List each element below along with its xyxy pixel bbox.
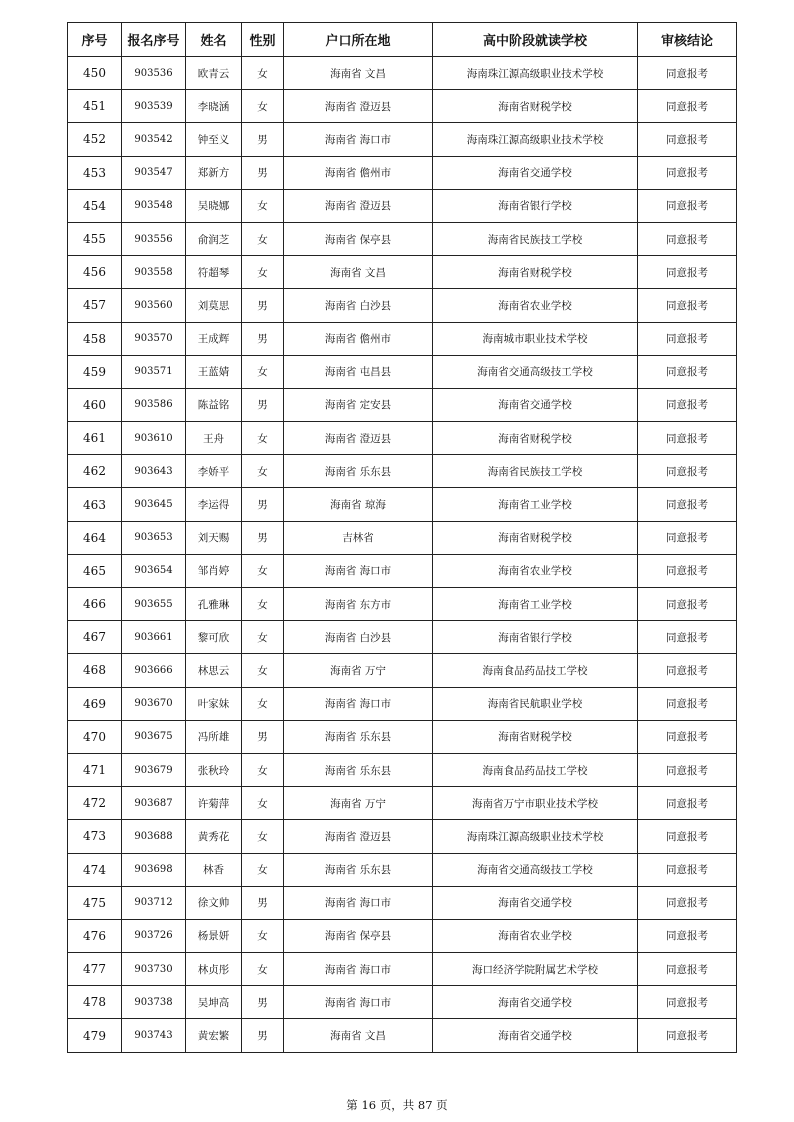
gender-cell: 女 (242, 189, 284, 222)
name-cell: 符超琴 (186, 256, 242, 289)
conclusion-cell: 同意报考 (638, 521, 737, 554)
reg-no-cell: 903712 (122, 886, 186, 919)
name-cell: 王舟 (186, 422, 242, 455)
reg-no-cell: 903645 (122, 488, 186, 521)
conclusion-cell: 同意报考 (638, 588, 737, 621)
table-row (68, 588, 737, 621)
school-cell: 海南省财税学校 (433, 422, 638, 455)
school-cell: 海南省财税学校 (433, 720, 638, 753)
residence-cell: 海南省 文昌 (284, 1019, 433, 1052)
header-residence: 户口所在地 (284, 23, 433, 57)
gender-cell: 女 (242, 256, 284, 289)
conclusion-cell: 同意报考 (638, 919, 737, 952)
gender-cell: 女 (242, 57, 284, 90)
applicant-table (67, 22, 737, 1053)
reg-no-cell: 903610 (122, 422, 186, 455)
reg-no-cell: 903556 (122, 222, 186, 255)
school-cell: 海南省民航职业学校 (433, 687, 638, 720)
gender-cell: 男 (242, 720, 284, 753)
gender-cell: 男 (242, 488, 284, 521)
table-row (68, 388, 737, 421)
header-seq: 序号 (68, 23, 122, 57)
conclusion-cell: 同意报考 (638, 322, 737, 355)
residence-cell: 吉林省 (284, 521, 433, 554)
seq-cell: 456 (68, 256, 122, 289)
name-cell: 张秋玲 (186, 753, 242, 786)
school-cell: 海南省交通学校 (433, 986, 638, 1019)
conclusion-cell: 同意报考 (638, 422, 737, 455)
gender-cell: 男 (242, 123, 284, 156)
seq-cell: 457 (68, 289, 122, 322)
gender-cell: 女 (242, 820, 284, 853)
table-row (68, 953, 737, 986)
table-row (68, 289, 737, 322)
seq-cell: 452 (68, 123, 122, 156)
gender-cell: 男 (242, 388, 284, 421)
residence-cell: 海南省 保亭县 (284, 222, 433, 255)
name-cell: 孔雅琳 (186, 588, 242, 621)
gender-cell: 男 (242, 156, 284, 189)
reg-no-cell: 903655 (122, 588, 186, 621)
seq-cell: 475 (68, 886, 122, 919)
name-cell: 刘天赐 (186, 521, 242, 554)
seq-cell: 459 (68, 355, 122, 388)
residence-cell: 海南省 儋州市 (284, 322, 433, 355)
name-cell: 林贞彤 (186, 953, 242, 986)
name-cell: 林思云 (186, 654, 242, 687)
reg-no-cell: 903571 (122, 355, 186, 388)
table-row (68, 1019, 737, 1052)
school-cell: 海南省农业学校 (433, 289, 638, 322)
reg-no-cell: 903687 (122, 787, 186, 820)
table-row (68, 654, 737, 687)
reg-no-cell: 903653 (122, 521, 186, 554)
seq-cell: 458 (68, 322, 122, 355)
name-cell: 叶家妹 (186, 687, 242, 720)
school-cell: 海南省财税学校 (433, 256, 638, 289)
residence-cell: 海南省 海口市 (284, 123, 433, 156)
gender-cell: 男 (242, 322, 284, 355)
table-row (68, 156, 737, 189)
gender-cell: 女 (242, 222, 284, 255)
name-cell: 吴晓娜 (186, 189, 242, 222)
school-cell: 海南珠江源高级职业技术学校 (433, 820, 638, 853)
residence-cell: 海南省 乐东县 (284, 853, 433, 886)
school-cell: 海南省财税学校 (433, 521, 638, 554)
school-cell: 海南省交通学校 (433, 886, 638, 919)
table-header-row (68, 23, 737, 57)
school-cell: 海南省民族技工学校 (433, 455, 638, 488)
gender-cell: 男 (242, 886, 284, 919)
gender-cell: 女 (242, 455, 284, 488)
conclusion-cell: 同意报考 (638, 820, 737, 853)
gender-cell: 男 (242, 289, 284, 322)
table-row (68, 687, 737, 720)
residence-cell: 海南省 乐东县 (284, 753, 433, 786)
table-row (68, 554, 737, 587)
conclusion-cell: 同意报考 (638, 90, 737, 123)
residence-cell: 海南省 海口市 (284, 554, 433, 587)
conclusion-cell: 同意报考 (638, 753, 737, 786)
table-body (68, 57, 737, 1053)
residence-cell: 海南省 白沙县 (284, 289, 433, 322)
residence-cell: 海南省 澄迈县 (284, 820, 433, 853)
name-cell: 邹肖婷 (186, 554, 242, 587)
reg-no-cell: 903688 (122, 820, 186, 853)
school-cell: 海南省交通学校 (433, 1019, 638, 1052)
reg-no-cell: 903539 (122, 90, 186, 123)
conclusion-cell: 同意报考 (638, 57, 737, 90)
name-cell: 徐文帅 (186, 886, 242, 919)
residence-cell: 海南省 乐东县 (284, 455, 433, 488)
residence-cell: 海南省 琼海 (284, 488, 433, 521)
seq-cell: 469 (68, 687, 122, 720)
table-row (68, 355, 737, 388)
table-row (68, 90, 737, 123)
name-cell: 刘莫思 (186, 289, 242, 322)
gender-cell: 女 (242, 753, 284, 786)
gender-cell: 男 (242, 1019, 284, 1052)
table-row (68, 322, 737, 355)
page-number: 第 16 页，共 87 页 (346, 1098, 448, 1112)
conclusion-cell: 同意报考 (638, 687, 737, 720)
conclusion-cell: 同意报考 (638, 720, 737, 753)
table-row (68, 455, 737, 488)
conclusion-cell: 同意报考 (638, 488, 737, 521)
residence-cell: 海南省 万宁 (284, 787, 433, 820)
school-cell: 海南省农业学校 (433, 554, 638, 587)
name-cell: 王蓝婧 (186, 355, 242, 388)
name-cell: 陈益铭 (186, 388, 242, 421)
conclusion-cell: 同意报考 (638, 886, 737, 919)
name-cell: 杨景妍 (186, 919, 242, 952)
residence-cell: 海南省 文昌 (284, 256, 433, 289)
seq-cell: 467 (68, 621, 122, 654)
name-cell: 李娇平 (186, 455, 242, 488)
reg-no-cell: 903738 (122, 986, 186, 1019)
residence-cell: 海南省 海口市 (284, 886, 433, 919)
table-row (68, 753, 737, 786)
conclusion-cell: 同意报考 (638, 355, 737, 388)
name-cell: 冯所雄 (186, 720, 242, 753)
residence-cell: 海南省 儋州市 (284, 156, 433, 189)
table-row (68, 222, 737, 255)
school-cell: 海南省农业学校 (433, 919, 638, 952)
residence-cell: 海南省 东方市 (284, 588, 433, 621)
gender-cell: 女 (242, 787, 284, 820)
residence-cell: 海南省 乐东县 (284, 720, 433, 753)
seq-cell: 476 (68, 919, 122, 952)
name-cell: 黄秀花 (186, 820, 242, 853)
residence-cell: 海南省 澄迈县 (284, 422, 433, 455)
seq-cell: 455 (68, 222, 122, 255)
reg-no-cell: 903726 (122, 919, 186, 952)
school-cell: 海南珠江源高级职业技术学校 (433, 57, 638, 90)
reg-no-cell: 903666 (122, 654, 186, 687)
conclusion-cell: 同意报考 (638, 455, 737, 488)
school-cell: 海南珠江源高级职业技术学校 (433, 123, 638, 156)
reg-no-cell: 903743 (122, 1019, 186, 1052)
gender-cell: 女 (242, 588, 284, 621)
school-cell: 海南食品药品技工学校 (433, 753, 638, 786)
school-cell: 海南省银行学校 (433, 189, 638, 222)
gender-cell: 女 (242, 953, 284, 986)
table-row (68, 886, 737, 919)
header-name: 姓名 (186, 23, 242, 57)
name-cell: 黄宏繁 (186, 1019, 242, 1052)
school-cell: 海南省工业学校 (433, 488, 638, 521)
table-row (68, 919, 737, 952)
name-cell: 郑新方 (186, 156, 242, 189)
name-cell: 许菊萍 (186, 787, 242, 820)
residence-cell: 海南省 海口市 (284, 953, 433, 986)
name-cell: 俞润芝 (186, 222, 242, 255)
conclusion-cell: 同意报考 (638, 222, 737, 255)
seq-cell: 477 (68, 953, 122, 986)
header-school: 高中阶段就读学校 (433, 23, 638, 57)
table-row (68, 521, 737, 554)
conclusion-cell: 同意报考 (638, 123, 737, 156)
conclusion-cell: 同意报考 (638, 853, 737, 886)
reg-no-cell: 903558 (122, 256, 186, 289)
reg-no-cell: 903586 (122, 388, 186, 421)
reg-no-cell: 903670 (122, 687, 186, 720)
seq-cell: 450 (68, 57, 122, 90)
reg-no-cell: 903654 (122, 554, 186, 587)
seq-cell: 468 (68, 654, 122, 687)
residence-cell: 海南省 白沙县 (284, 621, 433, 654)
conclusion-cell: 同意报考 (638, 554, 737, 587)
reg-no-cell: 903542 (122, 123, 186, 156)
conclusion-cell: 同意报考 (638, 156, 737, 189)
conclusion-cell: 同意报考 (638, 388, 737, 421)
school-cell: 海南省民族技工学校 (433, 222, 638, 255)
gender-cell: 女 (242, 355, 284, 388)
table-row (68, 488, 737, 521)
name-cell: 黎可欣 (186, 621, 242, 654)
reg-no-cell: 903548 (122, 189, 186, 222)
school-cell: 海口经济学院附属艺术学校 (433, 953, 638, 986)
reg-no-cell: 903547 (122, 156, 186, 189)
school-cell: 海南省银行学校 (433, 621, 638, 654)
seq-cell: 479 (68, 1019, 122, 1052)
seq-cell: 466 (68, 588, 122, 621)
conclusion-cell: 同意报考 (638, 621, 737, 654)
seq-cell: 462 (68, 455, 122, 488)
table-row (68, 256, 737, 289)
table-row (68, 853, 737, 886)
header-conclusion: 审核结论 (638, 23, 737, 57)
school-cell: 海南省交通学校 (433, 388, 638, 421)
gender-cell: 女 (242, 654, 284, 687)
seq-cell: 451 (68, 90, 122, 123)
table-row (68, 57, 737, 90)
reg-no-cell: 903679 (122, 753, 186, 786)
seq-cell: 472 (68, 787, 122, 820)
table-row (68, 820, 737, 853)
residence-cell: 海南省 澄迈县 (284, 189, 433, 222)
seq-cell: 464 (68, 521, 122, 554)
reg-no-cell: 903698 (122, 853, 186, 886)
table-row (68, 422, 737, 455)
table-row (68, 189, 737, 222)
gender-cell: 女 (242, 621, 284, 654)
gender-cell: 女 (242, 919, 284, 952)
residence-cell: 海南省 定安县 (284, 388, 433, 421)
name-cell: 吴坤高 (186, 986, 242, 1019)
name-cell: 李运得 (186, 488, 242, 521)
seq-cell: 473 (68, 820, 122, 853)
seq-cell: 474 (68, 853, 122, 886)
seq-cell: 471 (68, 753, 122, 786)
conclusion-cell: 同意报考 (638, 787, 737, 820)
table-row (68, 720, 737, 753)
reg-no-cell: 903536 (122, 57, 186, 90)
residence-cell: 海南省 屯昌县 (284, 355, 433, 388)
school-cell: 海南省交通高级技工学校 (433, 355, 638, 388)
conclusion-cell: 同意报考 (638, 986, 737, 1019)
conclusion-cell: 同意报考 (638, 1019, 737, 1052)
conclusion-cell: 同意报考 (638, 289, 737, 322)
reg-no-cell: 903661 (122, 621, 186, 654)
residence-cell: 海南省 澄迈县 (284, 90, 433, 123)
reg-no-cell: 903730 (122, 953, 186, 986)
reg-no-cell: 903675 (122, 720, 186, 753)
residence-cell: 海南省 文昌 (284, 57, 433, 90)
table-row (68, 621, 737, 654)
seq-cell: 478 (68, 986, 122, 1019)
residence-cell: 海南省 保亭县 (284, 919, 433, 952)
conclusion-cell: 同意报考 (638, 256, 737, 289)
conclusion-cell: 同意报考 (638, 189, 737, 222)
name-cell: 林香 (186, 853, 242, 886)
seq-cell: 461 (68, 422, 122, 455)
seq-cell: 465 (68, 554, 122, 587)
residence-cell: 海南省 万宁 (284, 654, 433, 687)
school-cell: 海南省财税学校 (433, 90, 638, 123)
gender-cell: 女 (242, 90, 284, 123)
table-row (68, 986, 737, 1019)
name-cell: 王成辉 (186, 322, 242, 355)
school-cell: 海南省万宁市职业技术学校 (433, 787, 638, 820)
reg-no-cell: 903643 (122, 455, 186, 488)
gender-cell: 女 (242, 422, 284, 455)
seq-cell: 460 (68, 388, 122, 421)
seq-cell: 470 (68, 720, 122, 753)
name-cell: 李晓涵 (186, 90, 242, 123)
school-cell: 海南城市职业技术学校 (433, 322, 638, 355)
school-cell: 海南食品药品技工学校 (433, 654, 638, 687)
seq-cell: 453 (68, 156, 122, 189)
table-row (68, 123, 737, 156)
seq-cell: 454 (68, 189, 122, 222)
reg-no-cell: 903560 (122, 289, 186, 322)
gender-cell: 男 (242, 986, 284, 1019)
gender-cell: 女 (242, 687, 284, 720)
conclusion-cell: 同意报考 (638, 953, 737, 986)
header-reg-no: 报名序号 (122, 23, 186, 57)
gender-cell: 女 (242, 853, 284, 886)
residence-cell: 海南省 海口市 (284, 687, 433, 720)
reg-no-cell: 903570 (122, 322, 186, 355)
gender-cell: 男 (242, 521, 284, 554)
table-row (68, 787, 737, 820)
seq-cell: 463 (68, 488, 122, 521)
name-cell: 钟至义 (186, 123, 242, 156)
gender-cell: 女 (242, 554, 284, 587)
conclusion-cell: 同意报考 (638, 654, 737, 687)
school-cell: 海南省工业学校 (433, 588, 638, 621)
header-gender: 性别 (242, 23, 284, 57)
name-cell: 欧青云 (186, 57, 242, 90)
residence-cell: 海南省 海口市 (284, 986, 433, 1019)
school-cell: 海南省交通学校 (433, 156, 638, 189)
school-cell: 海南省交通高级技工学校 (433, 853, 638, 886)
